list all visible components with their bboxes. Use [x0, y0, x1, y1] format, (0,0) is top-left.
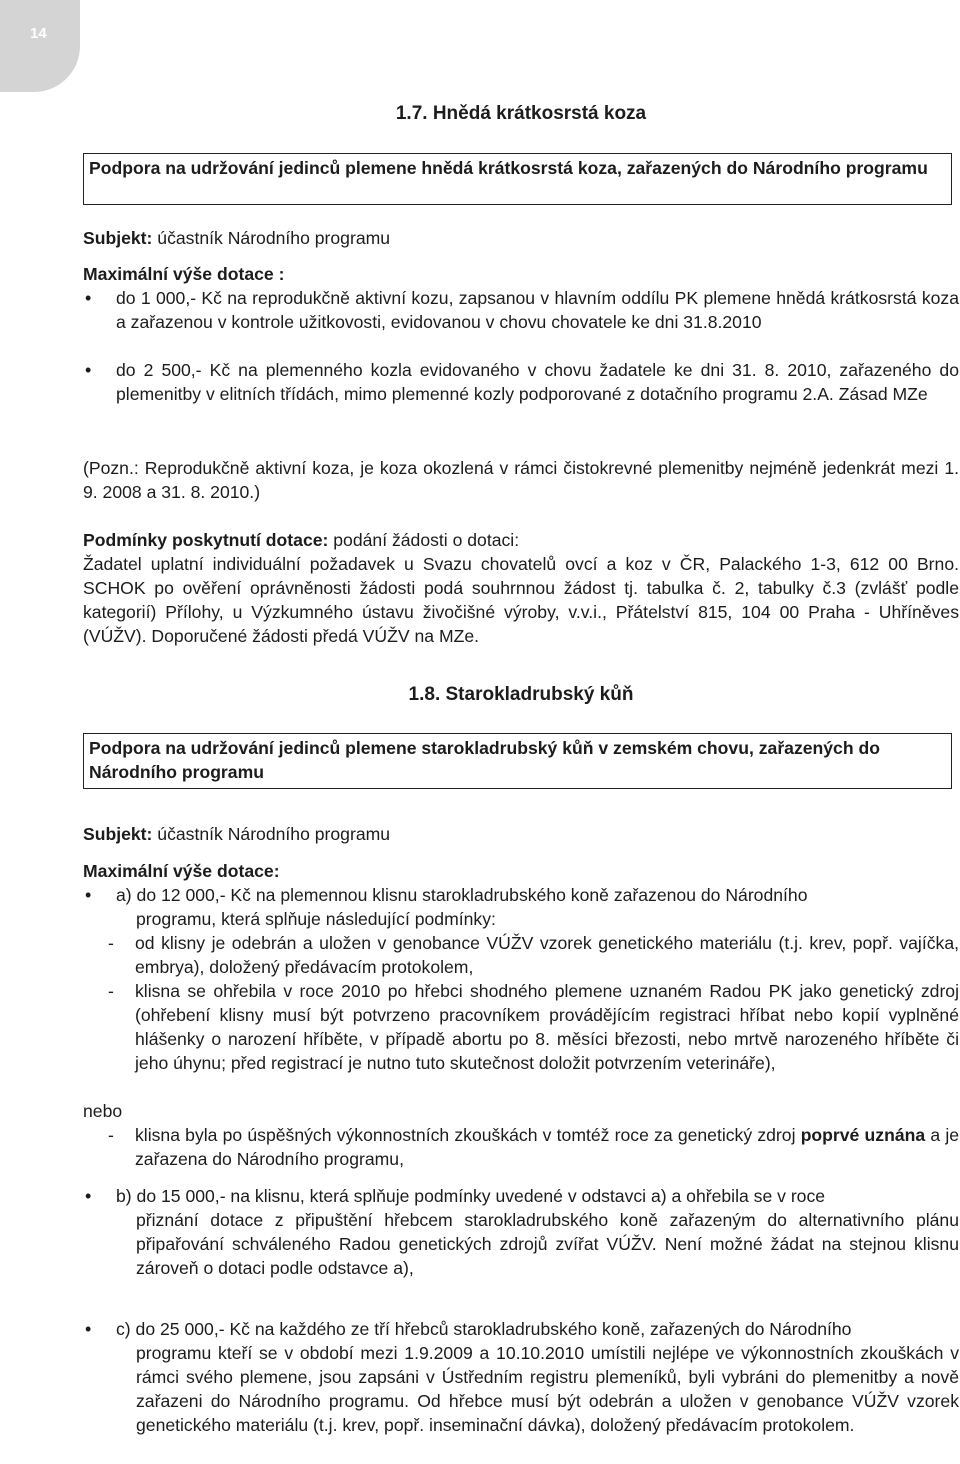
s18-bullet-b-text [116, 1184, 959, 1280]
bullet-icon: • [85, 885, 92, 905]
page-number: 14 [30, 25, 47, 42]
s18-bullet-b [83, 1184, 959, 1280]
s17-subject [83, 226, 959, 250]
s17-note: (Pozn.: Reprodukčně aktivní koza, je koza okozlená v rámci čistokrevné plemenitby nejméně jedenkrát mezi 1. 9. 2008 a 31. 8. 2010.) [83, 458, 959, 502]
section-1-7-title: 1.7. Hnědá krátkosrstá koza [395, 103, 647, 124]
s18-bullet-a-rest: programu, která splňuje následující podmínky: [136, 909, 496, 929]
bullet-icon: • [85, 360, 92, 380]
s18-dash-3-bold: poprvé uznána [800, 1125, 926, 1145]
s17-bullet-1 [83, 286, 959, 334]
s17-conditions-label: Podmínky poskytnutí dotace: [83, 530, 329, 550]
s18-nebo: nebo [83, 1101, 123, 1121]
s18-bullet-c-rest: programu kteří se v období mezi 1.9.2009 a 10.10.2010 umístili nejlépe ve výkonnostních zkouškách v rámci svého plemene, jsou zapsáni v Ústředním registru plemeníků, byli vybráni do plemenitby a nově zařazeni do Národního programu. Od hřebce musí být odebrán a uložen v genobance VÚŽV vzorek genetického materiálu (t.j. krev, popř. inseminační dávka), doložený předávacím protokolem. [136, 1343, 959, 1435]
dash-icon: - [108, 1125, 114, 1145]
s18-dash-2-text: klisna se ohřebila v roce 2010 po hřebci shodného plemene uznaném Radou PK jako genetický zdroj (ohřebení klisny musí být potvrzeno pracovníkem provádějícím registraci hříbat nebo kopií vyplněné hlášenky o narození hříběte, v případě abortu po 8. měsíci březosti, nebo mrtvě narozeného hříběte či jeho úhynu; před registrací je nutno tuto skutečnost doložit potvrzením veterináře), [135, 981, 959, 1073]
section-1-7-heading-box: Podpora na udržování jedinců plemene hnědá krátkosrstá koza, zařazených do Národního programu [83, 153, 952, 205]
s18-bullet-c-line1: c) do 25 000,- Kč na každého ze tří hřebců starokladrubského koně, zařazených do Národního [116, 1319, 852, 1339]
s17-bullet-2 [83, 358, 959, 406]
section-1-8-heading-box: Podpora na udržování jedinců plemene starokladrubský kůň v zemském chovu, zařazených do Národního programu [83, 733, 952, 789]
bullet-icon: • [85, 288, 92, 308]
s18-bullet-b-rest: přiznání dotace z připuštění hřebcem starokladrubského koně zařazeným do alternativního plánu připařování schváleného Radou genetických zdrojů zvířat VÚŽV. Není možné žádat na stejnou klisnu zároveň o dotaci podle odstavce a), [136, 1210, 959, 1278]
s18-bullet-a-line1: a) do 12 000,- Kč na plemennou klisnu starokladrubského koně zařazenou do Národního [116, 885, 808, 905]
s17-max-label: Maximální výše dotace : [83, 264, 285, 284]
s18-dash-1-text: od klisny je odebrán a uložen v genobance VÚŽV vzorek genetického materiálu (t.j. krev, popř. vajíčka, embrya), doložený předávacím protokolem, [135, 933, 959, 977]
s18-dash-2 [103, 979, 959, 1075]
page-corner-tab [0, 0, 80, 92]
s18-dash-3-text [135, 1123, 959, 1171]
section-1-8-title: 1.8. Starokladrubský kůň [408, 684, 634, 705]
s18-subject-label: Subjekt: [83, 824, 153, 844]
s17-conditions-value: podání žádosti o dotaci: [333, 530, 520, 550]
s18-bullet-a-text [116, 883, 959, 931]
s17-subject-label: Subjekt: [83, 228, 153, 248]
s18-dash-3 [103, 1123, 959, 1171]
s18-bullet-b-line1: b) do 15 000,- na klisnu, která splňuje podmínky uvedené v odstavci a) a ohřebila se v roce [116, 1186, 826, 1206]
bullet-icon: • [85, 1319, 92, 1339]
s18-max-label: Maximální výše dotace: [83, 861, 280, 881]
s18-subject [83, 822, 959, 846]
dash-icon: - [108, 981, 114, 1001]
s17-conditions-heading [83, 528, 959, 552]
bullet-icon: • [85, 1186, 92, 1206]
s17-subject-value: účastník Národního programu [157, 228, 391, 248]
s18-dash-3-post: a je zařazena do Národního programu, [135, 1125, 960, 1169]
s18-bullet-c-text [116, 1317, 959, 1437]
s17-bullet-2-text: do 2 500,- Kč na plemenného kozla evidovaného v chovu žadatele ke dni 31. 8. 2010, zařazeného do plemenitby v elitních třídách, mimo plemenné kozly podporované z dotačního programu 2.A. Zásad MZe [116, 360, 959, 404]
s18-dash-1 [103, 931, 959, 979]
s18-bullet-a [83, 883, 959, 931]
s18-subject-value: účastník Národního programu [157, 824, 391, 844]
s18-bullet-c [83, 1317, 959, 1437]
s17-conditions-text: Žadatel uplatní individuální požadavek u Svazu chovatelů ovcí a koz v ČR, Palackého 1-3, 612 00 Brno. SCHOK po ověření oprávněnosti žádosti podá souhrnnou žádost tj. tabulka č. 2, tabulky č.3 (zvlášť podle kategorií) Přílohy, u Výzkumného ústavu živočišné výroby, v.v.i., Přátelství 815, 104 00 Praha - Uhříněves (VÚŽV). Doporučené žádosti předá VÚŽV na MZe. [83, 554, 959, 646]
s18-dash-3-pre: klisna byla po úspěšných výkonnostních zkouškách v tomtéž roce za genetický zdroj [135, 1125, 796, 1145]
s17-bullet-1-text: do 1 000,- Kč na reprodukčně aktivní kozu, zapsanou v hlavním oddílu PK plemene hnědá krátkosrstá koza a zařazenou v kontrole užitkovosti, evidovanou v chovu chovatele ke dni 31.8.2010 [116, 288, 959, 332]
dash-icon: - [108, 933, 114, 953]
